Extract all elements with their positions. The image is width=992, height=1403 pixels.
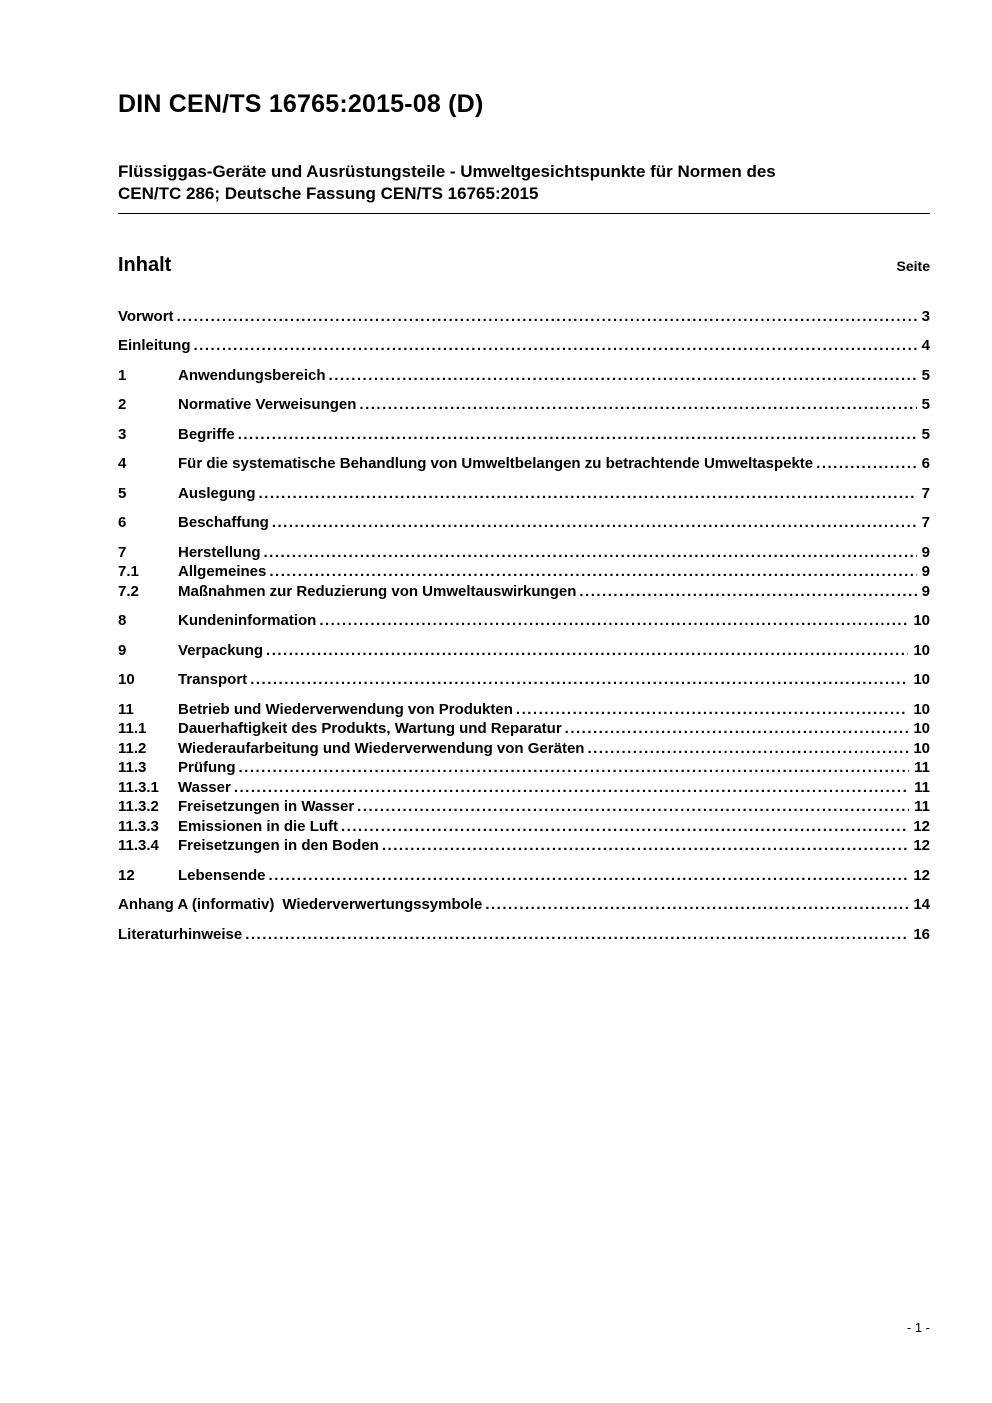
toc-entry-number: 7.1	[118, 563, 139, 581]
toc-leader-dots	[485, 895, 908, 915]
document-title-line1: Flüssiggas-Geräte und Ausrüstungsteile - Umweltgesichtspunkte für Normen des	[118, 162, 776, 181]
toc-leader-dots	[359, 395, 916, 415]
toc-entry-page: 10	[913, 720, 930, 738]
toc-entry	[118, 700, 930, 720]
toc-entry-page: 3	[921, 307, 930, 325]
toc-entry-number: 1	[118, 366, 127, 384]
toc-entry-title: Emissionen in die Luft	[178, 817, 339, 835]
toc-entry	[118, 866, 930, 886]
toc-leader-dots	[329, 366, 917, 386]
toc-entry-title: Beschaffung	[178, 514, 269, 532]
toc-leader-dots	[269, 562, 916, 582]
toc-entry-page: 7	[921, 514, 930, 532]
toc-entry-title: Betrieb und Wiederverwendung von Produkten	[178, 700, 513, 718]
toc-leader-dots	[319, 611, 908, 631]
toc-entry-page: 9	[921, 543, 930, 561]
toc-entry-title: Wiederverwertungssymbole	[282, 896, 483, 914]
toc-entry-title: Maßnahmen zur Reduzierung von Umweltauswirkungen	[178, 582, 577, 600]
toc-entry-title: Freisetzungen in Wasser	[178, 798, 355, 816]
toc-entry-title: Vorwort	[118, 307, 174, 325]
toc-entry	[118, 336, 930, 356]
toc-entry	[118, 484, 930, 504]
toc-entry-title: Herstellung	[178, 543, 261, 561]
toc-entry-page: 9	[921, 563, 930, 581]
page-number: - 1 -	[906, 1320, 930, 1335]
toc-page-column-label: Seite	[896, 257, 930, 274]
toc-leader-dots	[234, 778, 909, 798]
toc-entry-title: Allgemeines	[178, 563, 267, 581]
toc-entry-page: 4	[921, 337, 930, 355]
toc-entry	[118, 543, 930, 563]
toc-entry-number: 11.3.4	[118, 837, 159, 855]
toc-entry-number: 11.1	[118, 720, 147, 738]
toc-leader-dots	[382, 836, 908, 856]
toc-leader-dots	[245, 925, 908, 945]
toc-entry	[118, 307, 930, 327]
toc-entry-title: Lebensende	[178, 866, 266, 884]
toc-entry-title: Dauerhaftigkeit des Produkts, Wartung und Reparatur	[178, 720, 562, 738]
toc-entry-page: 12	[913, 817, 930, 835]
toc-entry-number: 11.3.3	[118, 817, 159, 835]
toc-entry-page: 14	[913, 896, 930, 914]
toc-entry-page: 12	[913, 866, 930, 884]
toc-leader-dots	[579, 582, 916, 602]
toc-leader-dots	[269, 866, 909, 886]
toc-entry-page: 10	[913, 671, 930, 689]
toc-entry-page: 11	[914, 798, 930, 816]
toc-entry-page: 11	[914, 778, 930, 796]
toc-entry-number: 2	[118, 396, 127, 414]
toc-entry-title: Auslegung	[178, 484, 256, 502]
toc-header	[118, 254, 930, 277]
toc-leader-dots	[816, 454, 917, 474]
toc-entry	[118, 895, 930, 915]
toc-entry-title: Wiederaufarbeitung und Wiederverwendung von Geräten	[178, 739, 585, 757]
toc-entry-title: Normative Verweisungen	[178, 396, 357, 414]
toc-entry-page: 11	[914, 759, 930, 777]
toc-leader-dots	[516, 700, 908, 720]
toc-entry-number: 12	[118, 866, 135, 884]
toc-leader-dots	[264, 543, 917, 563]
toc-heading: Inhalt	[118, 253, 172, 276]
toc-entry-title: Einleitung	[118, 337, 191, 355]
toc-entry	[118, 758, 930, 778]
toc-entry-number: 6	[118, 514, 127, 532]
toc-entry	[118, 454, 930, 474]
toc-leader-dots	[259, 484, 917, 504]
toc-entry-number: 9	[118, 641, 127, 659]
toc-list	[118, 307, 930, 945]
toc-entry-title: Anwendungsbereich	[178, 366, 326, 384]
toc-entry	[118, 739, 930, 759]
toc-entry-page: 10	[913, 612, 930, 630]
toc-entry	[118, 611, 930, 631]
toc-entry	[118, 836, 930, 856]
toc-entry-page: 6	[921, 455, 930, 473]
toc-leader-dots	[341, 817, 908, 837]
toc-entry-page: 7	[921, 484, 930, 502]
toc-entry-title: Freisetzungen in den Boden	[178, 837, 379, 855]
toc-entry-number: 11.3.2	[118, 798, 159, 816]
document-title-line2: CEN/TC 286; Deutsche Fassung CEN/TS 16765:2015	[118, 184, 539, 204]
document-number: DIN CEN/TS 16765:2015-08 (D)	[118, 90, 484, 118]
toc-entry	[118, 797, 930, 817]
toc-entry	[118, 641, 930, 661]
toc-entry-title: Wasser	[178, 778, 231, 796]
toc-entry-page: 12	[913, 837, 930, 855]
toc-entry	[118, 562, 930, 582]
document-title	[118, 161, 930, 214]
toc-entry	[118, 366, 930, 386]
toc-entry	[118, 778, 930, 798]
toc-leader-dots	[194, 336, 917, 356]
toc-entry-number: 11.3	[118, 759, 147, 777]
toc-entry-number: 8	[118, 612, 127, 630]
toc-leader-dots	[587, 739, 908, 759]
toc-entry-number: 10	[118, 671, 135, 689]
toc-leader-dots	[272, 513, 917, 533]
toc-entry-page: 9	[921, 582, 930, 600]
toc-entry	[118, 925, 930, 945]
toc-entry-number: 11	[118, 700, 134, 718]
toc-entry	[118, 719, 930, 739]
toc-entry-page: 16	[913, 925, 930, 943]
toc-leader-dots	[177, 307, 917, 327]
toc-leader-dots	[250, 670, 908, 690]
toc-entry-page: 5	[921, 396, 930, 414]
toc-entry-title: Prüfung	[178, 759, 236, 777]
toc-entry-page: 10	[913, 700, 930, 718]
toc-entry	[118, 670, 930, 690]
toc-entry-title: Für die systematische Behandlung von Umweltbelangen zu betrachtende Umweltaspekte	[178, 455, 814, 473]
toc-entry-title: Kundeninformation	[178, 612, 317, 630]
toc-entry-number: 11.3.1	[118, 778, 159, 796]
toc-leader-dots	[238, 425, 917, 445]
toc-entry-number: 11.2	[118, 739, 147, 757]
toc-entry-page: 10	[913, 641, 930, 659]
toc-entry-title: Literaturhinweise	[118, 925, 243, 943]
toc-entry-number: 5	[118, 484, 127, 502]
toc-entry-number: 7	[118, 543, 127, 561]
toc-entry	[118, 395, 930, 415]
toc-leader-dots	[357, 797, 909, 817]
toc-entry-page: 10	[913, 739, 930, 757]
toc-entry-page: 5	[921, 366, 930, 384]
toc-entry-title: Transport	[178, 671, 248, 689]
toc-entry-number: 7.2	[118, 582, 139, 600]
toc-entry	[118, 817, 930, 837]
toc-entry	[118, 582, 930, 602]
toc-leader-dots	[565, 719, 909, 739]
toc-entry-number: 4	[118, 455, 127, 473]
toc-entry-title: Verpackung	[178, 641, 264, 659]
toc-entry-number: Anhang A (informativ)	[118, 896, 275, 914]
toc-entry-page: 5	[921, 425, 930, 443]
toc-entry	[118, 425, 930, 445]
toc-entry-number: 3	[118, 425, 127, 443]
toc-entry-title: Begriffe	[178, 425, 235, 443]
toc-entry	[118, 513, 930, 533]
toc-leader-dots	[266, 641, 908, 661]
toc-leader-dots	[239, 758, 910, 778]
